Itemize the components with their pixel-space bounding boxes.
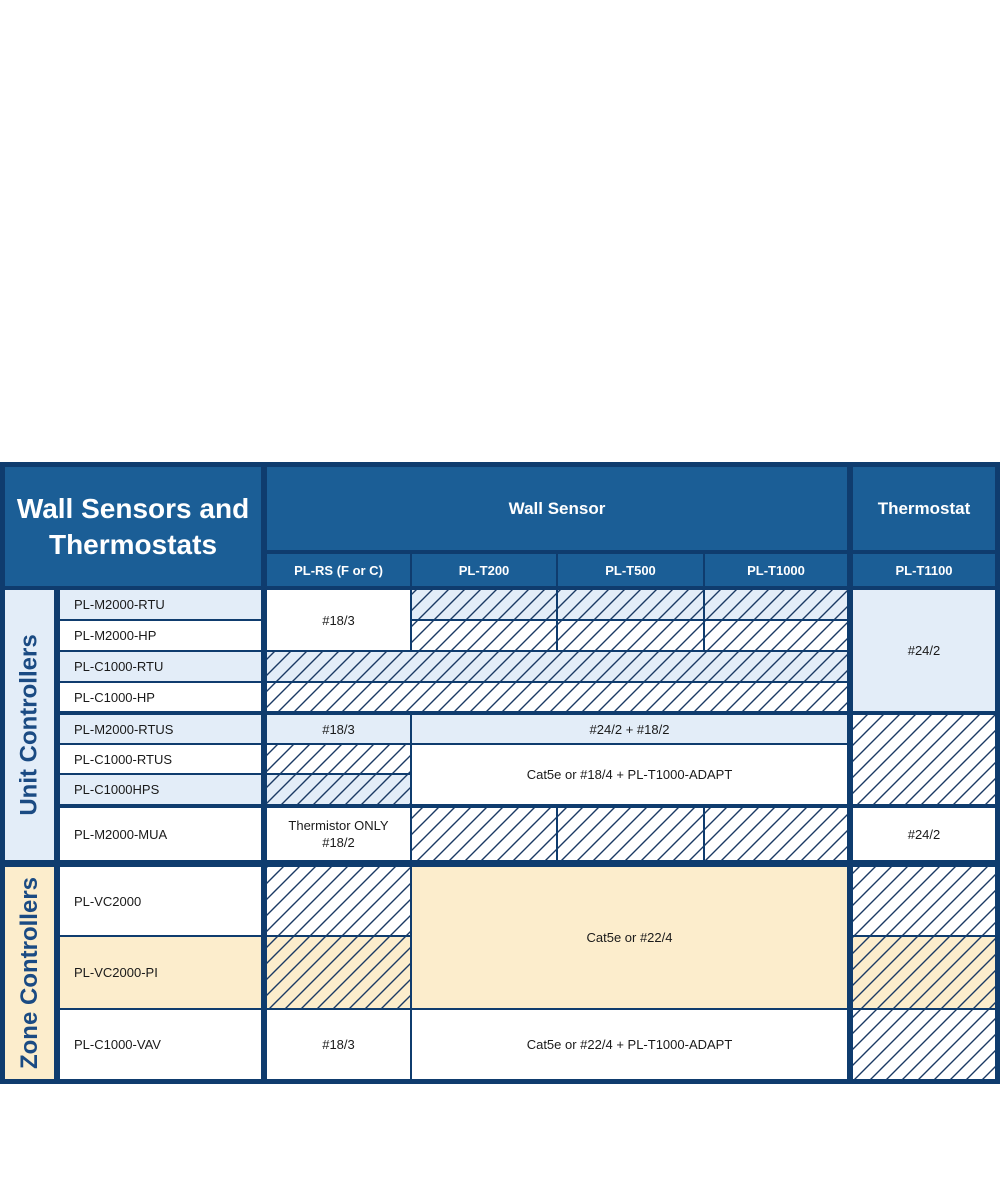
table-title-line1: Wall Sensors and bbox=[16, 492, 250, 524]
hatch-fill bbox=[558, 590, 703, 619]
hatch-fill bbox=[267, 867, 410, 935]
col-header-pl-t200: PL-T200 bbox=[458, 562, 510, 578]
cell-rs-mua-line2: #18/2 bbox=[322, 835, 355, 850]
table-row-label: PL-M2000-HP bbox=[74, 628, 157, 643]
hatch-fill bbox=[558, 808, 703, 860]
hatch-fill bbox=[267, 937, 410, 1008]
hatch-fill bbox=[267, 745, 410, 773]
col-header-pl-rs: PL-RS (F or C) bbox=[294, 562, 383, 578]
hatch-fill bbox=[705, 808, 847, 860]
col-header-pl-t1100: PL-T1100 bbox=[895, 562, 953, 578]
hatch-fill bbox=[853, 1010, 995, 1079]
wall-sensor-header: Wall Sensor bbox=[508, 499, 606, 518]
hatch-fill bbox=[853, 937, 995, 1008]
table-row-label: PL-M2000-RTUS bbox=[74, 721, 174, 737]
table-row-label: PL-C1000-VAV bbox=[74, 1037, 161, 1052]
table-row-label: PL-M2000-RTU bbox=[74, 597, 165, 612]
cell-wall-vav-value: Cat5e or #22/4 + PL-T1000-ADAPT bbox=[526, 1037, 733, 1052]
hatch-fill bbox=[267, 683, 847, 711]
hatch-fill bbox=[412, 621, 556, 650]
hatch-fill bbox=[267, 775, 410, 804]
hatch-fill bbox=[853, 867, 995, 935]
zone-section-label: Zone Controllers bbox=[15, 876, 43, 1070]
col-header-pl-t500: PL-T500 bbox=[605, 562, 656, 578]
hatch-fill bbox=[412, 590, 556, 619]
cell-t1100-mua-value: #24/2 bbox=[907, 826, 941, 842]
table-row-label: PL-C1000-HP bbox=[74, 689, 155, 705]
hatch-fill bbox=[558, 621, 703, 650]
cell-wall-rtus-hps-value: Cat5e or #18/4 + PL-T1000-ADAPT bbox=[526, 767, 733, 782]
table-row-label: PL-VC2000 bbox=[74, 893, 142, 909]
table-row-label: PL-C1000-RTUS bbox=[74, 751, 173, 767]
cell-t1100-top-value: #24/2 bbox=[907, 643, 941, 658]
hatch-fill bbox=[705, 621, 847, 650]
cell-rs-rtus-value: #18/3 bbox=[322, 721, 355, 737]
col-header-pl-t1000: PL-T1000 bbox=[747, 562, 805, 578]
wiring-table bbox=[0, 462, 1000, 1084]
cell-wall-rtus-value: #24/2 + #18/2 bbox=[589, 721, 670, 737]
cell-rs-top-value: #18/3 bbox=[322, 612, 355, 628]
table-row-label: PL-VC2000-PI bbox=[74, 965, 158, 980]
hatch-fill bbox=[853, 715, 995, 804]
table-title-line2: Thermostats bbox=[48, 528, 218, 560]
thermostat-header: Thermostat bbox=[877, 499, 971, 518]
unit-section-label: Unit Controllers bbox=[15, 634, 43, 816]
hatch-fill bbox=[705, 590, 847, 619]
cell-wall-zone-value: Cat5e or #22/4 bbox=[586, 930, 673, 945]
cell-rs-mua-line1: Thermistor ONLY bbox=[288, 818, 389, 833]
table-row-label: PL-C1000-RTU bbox=[74, 659, 164, 674]
cell-rs-vav-value: #18/3 bbox=[322, 1037, 355, 1052]
table-row-label: PL-M2000-MUA bbox=[74, 826, 168, 842]
hatch-fill bbox=[267, 652, 847, 681]
hatch-overlay bbox=[0, 462, 1000, 1084]
hatch-fill bbox=[412, 808, 556, 860]
table-row-label: PL-C1000HPS bbox=[74, 782, 160, 797]
